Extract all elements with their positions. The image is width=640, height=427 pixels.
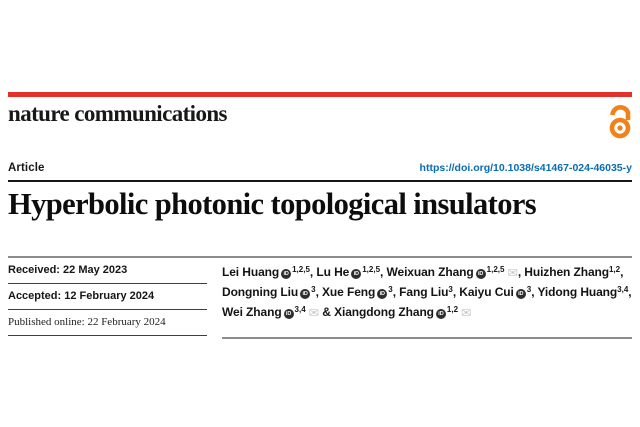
author-entry bbox=[399, 285, 453, 299]
author-name: Fang Liu bbox=[399, 285, 449, 299]
envelope-icon[interactable]: ✉ bbox=[507, 265, 518, 280]
author-name: Lei Huang bbox=[222, 265, 280, 279]
author-separator: , bbox=[309, 265, 317, 279]
dates-column bbox=[8, 258, 207, 339]
author-name: Lu He bbox=[316, 265, 350, 279]
author-name: Kaiyu Cui bbox=[459, 285, 514, 299]
author-separator: & bbox=[319, 305, 335, 319]
column-gap bbox=[207, 258, 222, 339]
author-name: Wei Zhang bbox=[222, 305, 282, 319]
orcid-icon[interactable]: iD bbox=[351, 269, 361, 279]
author-affiliations: 3 bbox=[448, 284, 453, 294]
article-row bbox=[8, 162, 632, 176]
author-entry bbox=[537, 285, 628, 299]
author-entry bbox=[386, 265, 517, 279]
author-separator: , bbox=[380, 265, 387, 279]
metadata-columns bbox=[8, 256, 632, 339]
author-name: Huizhen Zhang bbox=[524, 265, 609, 279]
author-separator: , bbox=[628, 285, 632, 299]
masthead bbox=[8, 99, 632, 141]
brand-rule bbox=[8, 92, 632, 97]
authors-block bbox=[222, 258, 632, 339]
author-name: Xue Feng bbox=[322, 285, 376, 299]
orcid-icon[interactable]: iD bbox=[284, 309, 294, 319]
author-affiliations: 1,2,5 bbox=[292, 264, 310, 274]
author-entry bbox=[316, 265, 380, 279]
date-row-0 bbox=[8, 258, 207, 284]
author-entry bbox=[334, 305, 471, 319]
author-affiliations: 1,2 bbox=[608, 264, 621, 274]
author-affiliations: 3 bbox=[526, 284, 532, 294]
author-entry bbox=[459, 285, 531, 299]
orcid-icon[interactable]: iD bbox=[476, 269, 486, 279]
orcid-icon[interactable]: iD bbox=[377, 289, 387, 299]
orcid-icon[interactable]: iD bbox=[281, 269, 291, 279]
paper-title: Hyperbolic photonic topological insulators bbox=[8, 187, 537, 221]
author-affiliations: 1,2,5 bbox=[362, 264, 381, 274]
orcid-icon[interactable]: iD bbox=[300, 289, 310, 299]
date-text: Accepted: 12 February 2024 bbox=[8, 290, 155, 302]
author-name: Xiangdong Zhang bbox=[334, 305, 434, 319]
author-separator: , bbox=[531, 285, 538, 299]
author-name: Yidong Huang bbox=[537, 285, 618, 299]
author-entry bbox=[322, 285, 393, 299]
author-entry bbox=[222, 285, 316, 299]
author-affiliations: 3,4 bbox=[617, 284, 629, 294]
journal-logo: nature communications bbox=[8, 101, 227, 126]
author-name: Dongning Liu bbox=[222, 285, 299, 299]
author-affiliations: 1,2,5 bbox=[486, 264, 505, 274]
author-entry bbox=[524, 265, 620, 279]
envelope-icon[interactable]: ✉ bbox=[461, 305, 472, 320]
author-separator: , bbox=[315, 285, 323, 299]
open-access-icon[interactable] bbox=[608, 99, 632, 139]
doi-link[interactable]: https://doi.org/10.1038/s41467-024-46035-y bbox=[419, 162, 632, 174]
author-affiliations: 3 bbox=[311, 284, 316, 294]
date-text: Published online: 22 February 2024 bbox=[8, 316, 166, 328]
author-entry bbox=[222, 265, 310, 279]
author-name: Weixuan Zhang bbox=[386, 265, 474, 279]
author-separator: , bbox=[392, 285, 400, 299]
author-affiliations: 1,2 bbox=[446, 304, 459, 314]
article-kicker: Article bbox=[8, 162, 45, 174]
author-separator: , bbox=[517, 265, 525, 279]
author-affiliations: 3 bbox=[388, 284, 393, 294]
orcid-icon[interactable]: iD bbox=[516, 289, 526, 299]
author-entry bbox=[222, 305, 319, 319]
author-separator: , bbox=[452, 285, 460, 299]
title-rule bbox=[8, 180, 632, 182]
orcid-icon[interactable]: iD bbox=[436, 309, 446, 319]
author-affiliations: 3,4 bbox=[294, 304, 306, 314]
date-text: Received: 22 May 2023 bbox=[8, 264, 128, 276]
envelope-icon[interactable]: ✉ bbox=[308, 305, 320, 320]
date-row-1 bbox=[8, 284, 207, 310]
date-row-2 bbox=[8, 310, 207, 336]
author-separator: , bbox=[620, 265, 624, 279]
